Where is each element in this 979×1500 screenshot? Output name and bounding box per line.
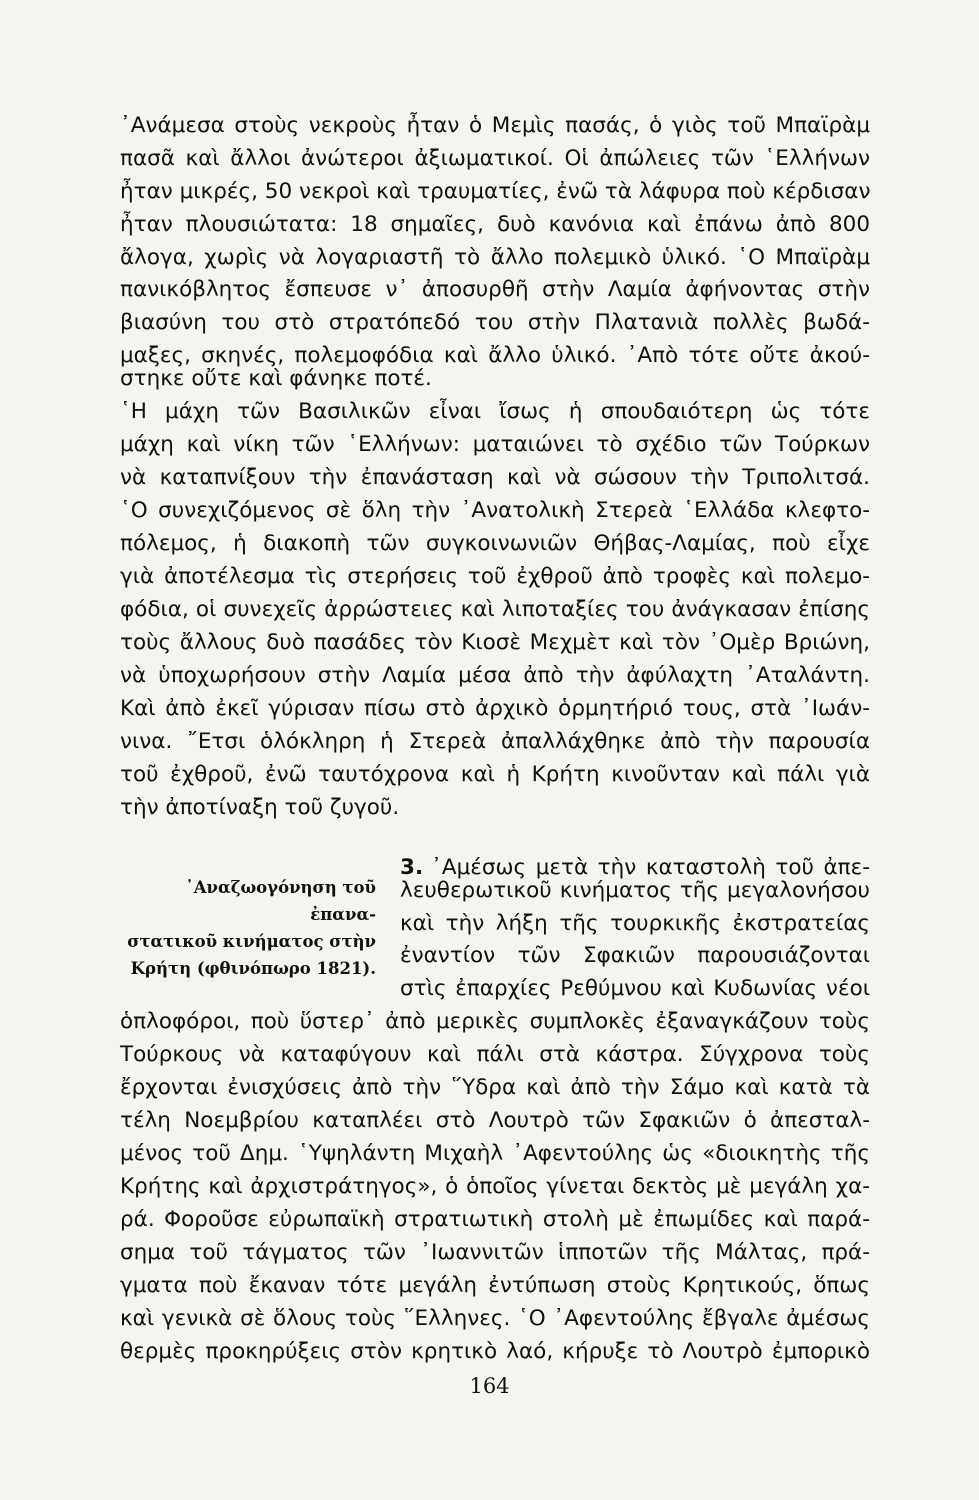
text-line: Καὶ ἀπὸ ἐκεῖ γύρισαν πίσω στὸ ἀρχικὸ ὁρμητήριό τους, στὰ ᾿Ιωάν- — [120, 696, 870, 721]
text-line: ᾿Αμέσως μετὰ τὴν καταστολὴ τοῦ ἀπε- — [431, 855, 870, 880]
text-line: ᾿Ανάμεσα στοὺς νεκροὺς ἦταν ὁ Μεμὶς πασάς, ὁ γιὸς τοῦ Μπαϊρὰμ — [120, 113, 870, 138]
text-line: ἦταν μικρές, 50 νεκροὶ καὶ τραυματίες, ἐνῶ τὰ λάφυρα ποὺ κέρδισαν — [120, 179, 871, 204]
page-number: 164 — [469, 1374, 510, 1398]
text-line: πανικόβλητος ἔσπευσε ν᾿ ἀποσυρθῆ στὴν Λαμία ἀφήνοντας στὴν — [120, 277, 870, 302]
margin-heading-line: Κρήτη (φθινόπωρο 1821). — [130, 959, 376, 978]
text-line: μένος τοῦ Δημ. ῾Υψηλάντη Μιχαὴλ ᾿Αφεντούλης ὡς «διοικητὴς τῆς — [120, 1141, 870, 1166]
text-line: καὶ τὴν λήξη τῆς τουρκικῆς ἐκστρατείας — [400, 911, 870, 936]
text-line: νὰ ὑποχωρήσουν στὴν Λαμία μέσα ἀπὸ τὴν ἀφύλαχτη ᾿Αταλάντη. — [120, 663, 870, 688]
text-line: ἦταν πλουσιώτατα: 18 σημαῖες, δυὸ κανόνια καὶ ἐπάνω ἀπὸ 800 — [120, 212, 870, 237]
text-line: νὰ καταπνίξουν τὴν ἐπανάσταση καὶ νὰ σώσουν τὴν Τριπολιτσά. — [120, 465, 870, 490]
margin-heading-line: ᾿Αναζωογόνηση τοῦ ἐπανα- — [185, 878, 376, 924]
text-line: σημα τοῦ τάγματος τῶν ᾿Ιωαννιτῶν ἱπποτῶν τῆς Μάλτας, πρά- — [120, 1240, 870, 1265]
text-line: λευθερωτικοῦ κινήματος τῆς μεγαλονήσου — [400, 878, 870, 903]
text-line: τὴν ἀποτίναξη τοῦ ζυγοῦ. — [120, 795, 400, 820]
text-line: βιασύνη του στὸ στρατόπεδό του στὴν Πλατανιὰ πολλὲς βωδά- — [120, 310, 870, 335]
text-line: μάχη καὶ νίκη τῶν ῾Ελλήνων: ματαιώνει τὸ σχέδιο τῶν Τούρκων — [120, 432, 870, 457]
text-line: ρά. Φοροῦσε εὐρωπαϊκὴ στρατιωτικὴ στολὴ μὲ ἐπωμίδες καὶ παρά- — [120, 1207, 870, 1232]
text-line: τοὺς ἄλλους δυὸ πασάδες τὸν Κιοσὲ Μεχμὲτ καὶ τὸν ᾿Ομὲρ Βριώνη, — [120, 630, 870, 655]
text-line: φόδια, οἱ συνεχεῖς ἀρρώστειες καὶ λιποταξίες του ἀνάγκασαν ἐπίσης — [120, 597, 870, 622]
text-line: τέλη Νοεμβρίου καταπλέει στὸ Λουτρὸ τῶν Σφακιῶν ὁ ἀπεσταλ- — [120, 1108, 870, 1133]
text-line: στηκε οὔτε καὶ φάνηκε ποτέ. — [120, 366, 432, 391]
text-line: ἄλογα, χωρὶς νὰ λογαριαστῆ τὸ ἄλλο πολεμικὸ ὑλικό. ῾Ο Μπαϊρὰμ — [120, 245, 870, 270]
text-line: ὁπλοφόροι, ποὺ ὕστερ᾿ ἀπὸ μερικὲς συμπλοκὲς ἐξαναγκάζουν τοὺς — [120, 1009, 870, 1034]
section-margin-heading — [118, 874, 376, 982]
text-line: θερμὲς προκηρύξεις στὸν κρητικὸ λαό, κήρυξε τὸ Λουτρὸ ἐμπορικὸ — [120, 1339, 870, 1364]
text-line: καὶ γενικὰ σὲ ὅλους τοὺς ῞Ελληνες. ῾Ο ᾿Αφεντούλης ἔβγαλε ἀμέσως — [120, 1306, 870, 1331]
text-line: Τούρκους νὰ καταφύγουν καὶ πάλι στὰ κάστρα. Σύγχρονα τοὺς — [120, 1042, 870, 1067]
text-line: ῾Η μάχη τῶν Βασιλικῶν εἶναι ἴσως ἡ σπουδαιότερη ὡς τότε — [120, 399, 870, 424]
text-line: στὶς ἐπαρχίες Ρεθύμνου καὶ Κυδωνίας νέοι — [400, 976, 870, 1001]
text-line: τοῦ ἐχθροῦ, ἐνῶ ταυτόχρονα καὶ ἡ Κρήτη κινοῦνταν καὶ πάλι γιὰ — [120, 762, 870, 787]
text-line: γιὰ ἀποτέλεσμα τὶς στερήσεις τοῦ ἐχθροῦ ἀπὸ τροφὲς καὶ πολεμο- — [120, 564, 870, 589]
text-line: ἐναντίον τῶν Σφακιῶν παρουσιάζονται — [400, 943, 870, 968]
text-line: πόλεμος, ἡ διακοπὴ τῶν συγκοινωνιῶν Θήβας-Λαμίας, ποὺ εἶχε — [120, 531, 870, 556]
text-line: ἔρχονται ἐνισχύσεις ἀπὸ τὴν ῞Υδρα καὶ ἀπὸ τὴν Σάμο καὶ κατὰ τὰ — [120, 1075, 870, 1100]
text-line: νινα. ῎Ετσι ὁλόκληρη ἡ Στερεὰ ἀπαλλάχθηκε ἀπὸ τὴν παρουσία — [120, 729, 870, 754]
text-line: γματα ποὺ ἔκαναν τότε μεγάλη ἐντύπωση στοὺς Κρητικούς, ὅπως — [120, 1273, 870, 1298]
text-line: μαξες, σκηνές, πολεμοφόδια καὶ ἄλλο ὑλικό. ᾿Απὸ τότε οὔτε ἀκού- — [120, 343, 870, 368]
margin-heading-line: στατικοῦ κινήματος στὴν — [127, 932, 376, 951]
text-line: πασᾶ καὶ ἄλλοι ἀνώτεροι ἀξιωματικοί. Οἱ ἀπώλειες τῶν ῾Ελλήνων — [120, 146, 870, 171]
text-line: ῾Ο συνεχιζόμενος σὲ ὅλη τὴν ᾿Ανατολικὴ Στερεὰ ῾Ελλάδα κλεφτο- — [120, 498, 870, 523]
section-number: 3. — [400, 855, 424, 880]
text-line: Κρήτης καὶ ἀρχιστράτηγος», ὁ ὁποῖος γίνεται δεκτὸς μὲ μεγάλη χα- — [120, 1174, 870, 1199]
